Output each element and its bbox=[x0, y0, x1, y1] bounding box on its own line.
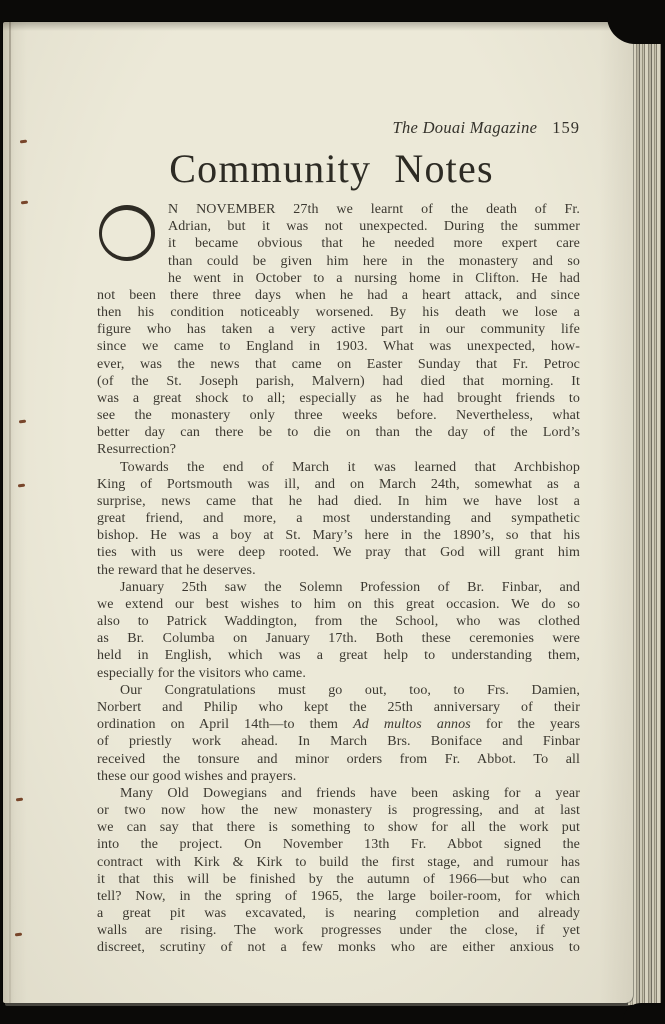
text-line: we can say that there is something to show for all the work put bbox=[97, 820, 580, 836]
text-line: especially for the visitors who came. bbox=[97, 665, 306, 681]
italic-phrase: Ad multos annos bbox=[353, 717, 471, 733]
text-line: great friend, and more, a most understanding and sympathetic bbox=[97, 511, 580, 527]
text-line: figure who has taken a very active part in our community life bbox=[97, 322, 580, 338]
text-line: he went in October to a nursing home in Clifton. He had bbox=[168, 270, 580, 286]
article-title: Community Notes bbox=[169, 146, 494, 191]
magazine-title: The Douai Magazine bbox=[392, 118, 538, 137]
text-line: also to Patrick Waddington, from the School, who was clothed bbox=[97, 614, 580, 630]
text-line: the reward that he deserves. bbox=[97, 562, 256, 578]
text-line: January 25th saw the Solemn Profession of Br. Finbar, and bbox=[120, 579, 580, 595]
text-line: contract with Kirk & Kirk to build the first stage, and rumour has bbox=[97, 854, 580, 870]
text-line: King of Portsmouth was ill, and on March 24th, somewhat as a bbox=[97, 476, 580, 492]
text-line: since we came to England in 1903. What was unexpected, how- bbox=[97, 339, 580, 355]
text-line: a great pit was excavated, is nearing completion and already bbox=[97, 906, 580, 922]
magazine-page bbox=[3, 22, 633, 1003]
running-header bbox=[97, 118, 580, 138]
text-line: then his condition noticeably worsened. By his death we lose a bbox=[97, 305, 580, 321]
text-line bbox=[97, 716, 580, 733]
paragraph bbox=[97, 579, 580, 682]
text-line: we extend our best wishes to him on this great occasion. We do so bbox=[97, 596, 580, 612]
page-crease bbox=[9, 22, 11, 1003]
text-line: surprise, news came that he had died. In him we have lost a bbox=[97, 493, 580, 509]
text-line: these our good wishes and prayers. bbox=[97, 768, 297, 784]
text-line: was a great shock to all; especially as he had brought friends to bbox=[97, 390, 580, 406]
text-line: see the monastery only three weeks before. Nevertheless, what bbox=[97, 408, 580, 424]
drop-cap bbox=[99, 204, 162, 286]
text-segment: for the years bbox=[470, 717, 580, 733]
text-line: Resurrection? bbox=[97, 442, 177, 458]
text-line: Many Old Dowegians and friends have been asking for a year bbox=[120, 785, 580, 801]
text-line: of priestly work ahead. In March Brs. Boniface and Finbar bbox=[97, 734, 580, 750]
text-line: discreet, scrutiny of not a few monks who are either anxious to bbox=[97, 940, 580, 956]
page-content bbox=[97, 118, 580, 957]
text-line: as Br. Columba on January 17th. Both these ceremonies were bbox=[97, 631, 580, 647]
paragraph bbox=[97, 459, 580, 579]
text-line: Towards the end of March it was learned that Archbishop bbox=[120, 459, 580, 475]
text-line: received the tonsure and minor orders from Fr. Abbot. To all bbox=[97, 751, 580, 767]
text-line: or two now how the new monastery is progressing, and at last bbox=[97, 803, 580, 819]
text-line: bishop. He was a boy at St. Mary’s here in the 1890’s, so that his bbox=[97, 528, 580, 544]
cover-corner-bottom-right bbox=[623, 1003, 665, 1024]
page-number: 159 bbox=[552, 118, 580, 137]
text-line: Adrian, but it was not unexpected. During the summer bbox=[168, 219, 580, 235]
text-line: Norbert and Philip who kept the 25th anniversary of their bbox=[97, 699, 580, 715]
text-line: N NOVEMBER 27th we learnt of the death of Fr. bbox=[168, 202, 580, 217]
text-line: it that this will be finished by the autumn of 1966—but who can bbox=[97, 871, 580, 887]
text-line: better day can there be to die on than the day of the Lord’s bbox=[97, 425, 580, 441]
body-text bbox=[97, 201, 580, 957]
drop-cap-ring bbox=[99, 205, 155, 261]
paragraph bbox=[97, 785, 580, 957]
text-line: ties with us were deep rooted. We pray that God will grant him bbox=[97, 545, 580, 561]
text-line: Our Congratulations must go out, too, to Frs. Damien, bbox=[120, 682, 580, 698]
text-line: (of the St. Joseph parish, Malvern) had died that morning. It bbox=[97, 373, 580, 389]
text-line: tell? Now, in the spring of 1965, the large boiler-room, for which bbox=[97, 888, 580, 904]
text-line: walls are rising. The work progresses under the close, if yet bbox=[97, 923, 580, 939]
text-line: ever, was the news that came on Easter Sunday that Fr. Petroc bbox=[97, 356, 580, 372]
text-line: it became obvious that he needed more expert care bbox=[168, 236, 580, 252]
text-line: not been there three days when he had a heart attack, and since bbox=[97, 287, 580, 303]
text-line: held in English, which was a great help to understanding them, bbox=[97, 648, 580, 664]
text-line: into the project. On November 13th Fr. Abbot signed the bbox=[97, 837, 580, 853]
paragraph bbox=[97, 201, 580, 459]
paragraph bbox=[97, 682, 580, 785]
text-line: than could be given him here in the monastery and so bbox=[168, 253, 580, 269]
text-segment: ordination on April 14th—to them bbox=[97, 717, 354, 733]
